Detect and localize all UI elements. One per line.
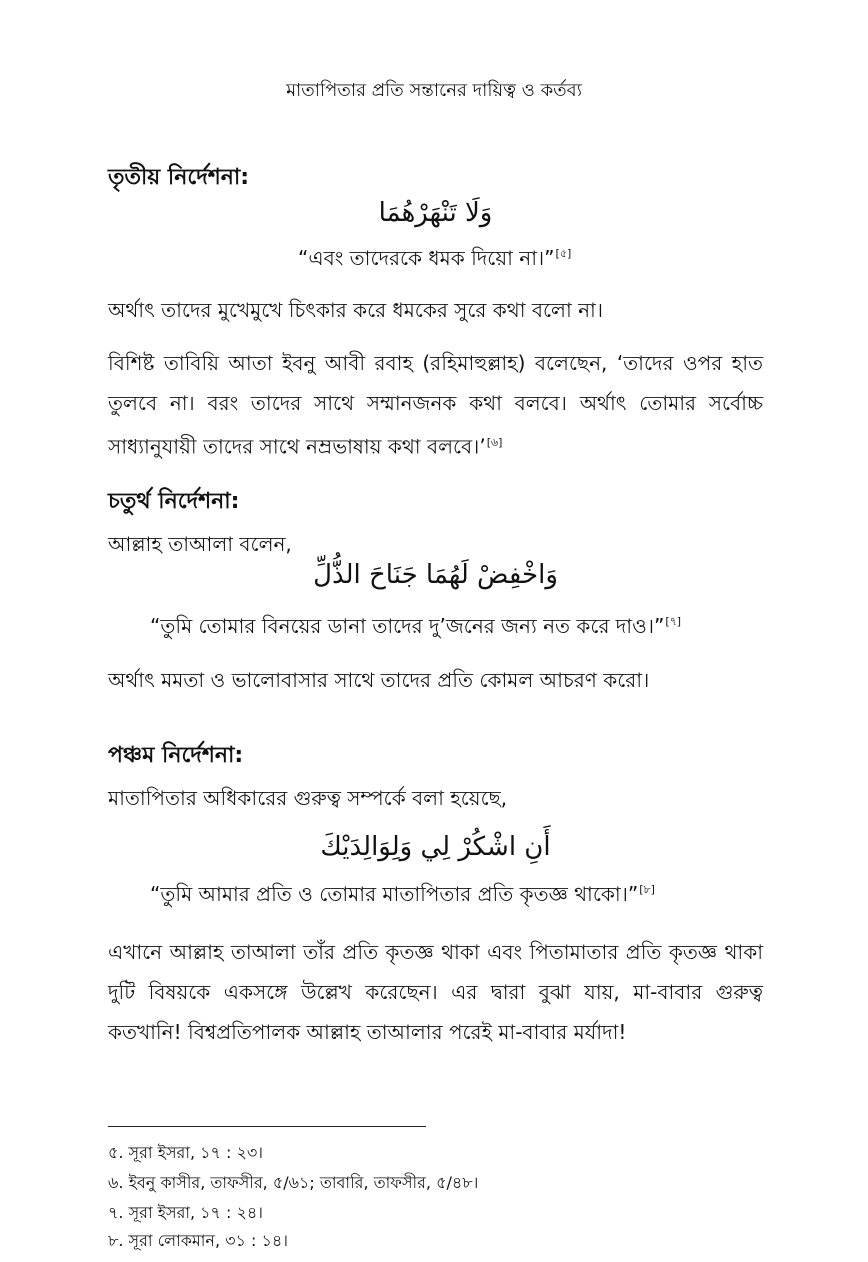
section-heading-5: পঞ্চম নির্দেশনা: [108, 743, 244, 768]
footnote-ref-7: [৭] [665, 615, 682, 629]
footnote-ref-6: [৬] [486, 436, 503, 449]
quote-text: “এবং তাদেরকে ধমক দিয়ো না।” [298, 246, 555, 270]
footnote-5: ৫. সূরা ইসরা, ১৭ : ২৩। [108, 1143, 264, 1162]
footnote-divider [108, 1126, 426, 1127]
verse-translation-3 [298, 244, 571, 277]
paragraph: আল্লাহ তাআলা বলেন, [108, 532, 292, 556]
quote-text: “তুমি আমার প্রতি ও তোমার মাতাপিতার প্রতি কৃতজ্ঞ থাকো।” [150, 882, 639, 906]
section-heading-3: তৃতীয় নির্দেশনা: [108, 165, 250, 190]
paragraph: অর্থাৎ তাদের মুখেমুখে চিৎকার করে ধমকের সুরে কথা বলো না। [108, 298, 604, 322]
arabic-verse-5: أَنِ اشْكُرْ لِي وَلِوَالِدَيْكَ [320, 832, 551, 862]
paragraph [108, 343, 763, 467]
arabic-verse-3: وَلَا تَنْهَرْهُمَا [378, 198, 493, 228]
paragraph-text: বিশিষ্ট তাবিয়ি আতা ইবনু আবী রবাহ (রহিমাহুল্লাহ) বলেছেন, ‘তাদের ওপর হাত তুলবে না। বরং তাদের সাথে সম্মানজনক কথা বলবে। অর্থাৎ তোমার সর্বোচ্চ সাধ্যানুযায়ী তাদের সাথে নম্রভাষায় কথা বলবে।’ [108, 351, 763, 459]
arabic-verse-4: وَاخْفِضْ لَهُمَا جَنَاحَ الذُّلِّ [313, 560, 558, 590]
footnote-8: ৮. সূরা লোকমান, ৩১ : ১৪। [108, 1231, 288, 1250]
footnote-7: ৭. সূরা ইসরা, ১৭ : ২৪। [108, 1203, 264, 1222]
footnote-6: ৬. ইবনু কাসীর, তাফসীর, ৫/৬১; তাবারি, তাফসীর, ৫/৪৮। [108, 1173, 479, 1192]
verse-translation-5 [150, 880, 655, 913]
footnote-ref-8: [৮] [639, 883, 655, 897]
footnote-ref-5: [৫] [555, 247, 572, 261]
quote-text: “তুমি তোমার বিনয়ের ডানা তাদের দু’জনের জন্য নত করে দাও।” [150, 614, 665, 638]
paragraph: অর্থাৎ মমতা ও ভালোবাসার সাথে তাদের প্রতি কোমল আচরণ করো। [108, 668, 650, 692]
paragraph: এখানে আল্লাহ তাআলা তাঁর প্রতি কৃতজ্ঞ থাকা এবং পিতামাতার প্রতি কৃতজ্ঞ থাকা দুটি বিষয়কে একসঙ্গে উল্লেখ করেছেন। এর দ্বারা বুঝা যায়, মা-বাবার গুরুত্ব কতখানি! বিশ্বপ্রতিপালক আল্লাহ তাআলার পরেই মা-বাবার মর্যাদা! [108, 940, 763, 1044]
running-head: মাতাপিতার প্রতি সন্তানের দায়িত্ব ও কর্তব্য [286, 80, 582, 101]
verse-translation-4 [150, 612, 681, 645]
paragraph: মাতাপিতার অধিকারের গুরুত্ব সম্পর্কে বলা হয়েছে, [108, 786, 508, 810]
section-heading-4: চতুর্থ নির্দেশনা: [108, 489, 240, 514]
